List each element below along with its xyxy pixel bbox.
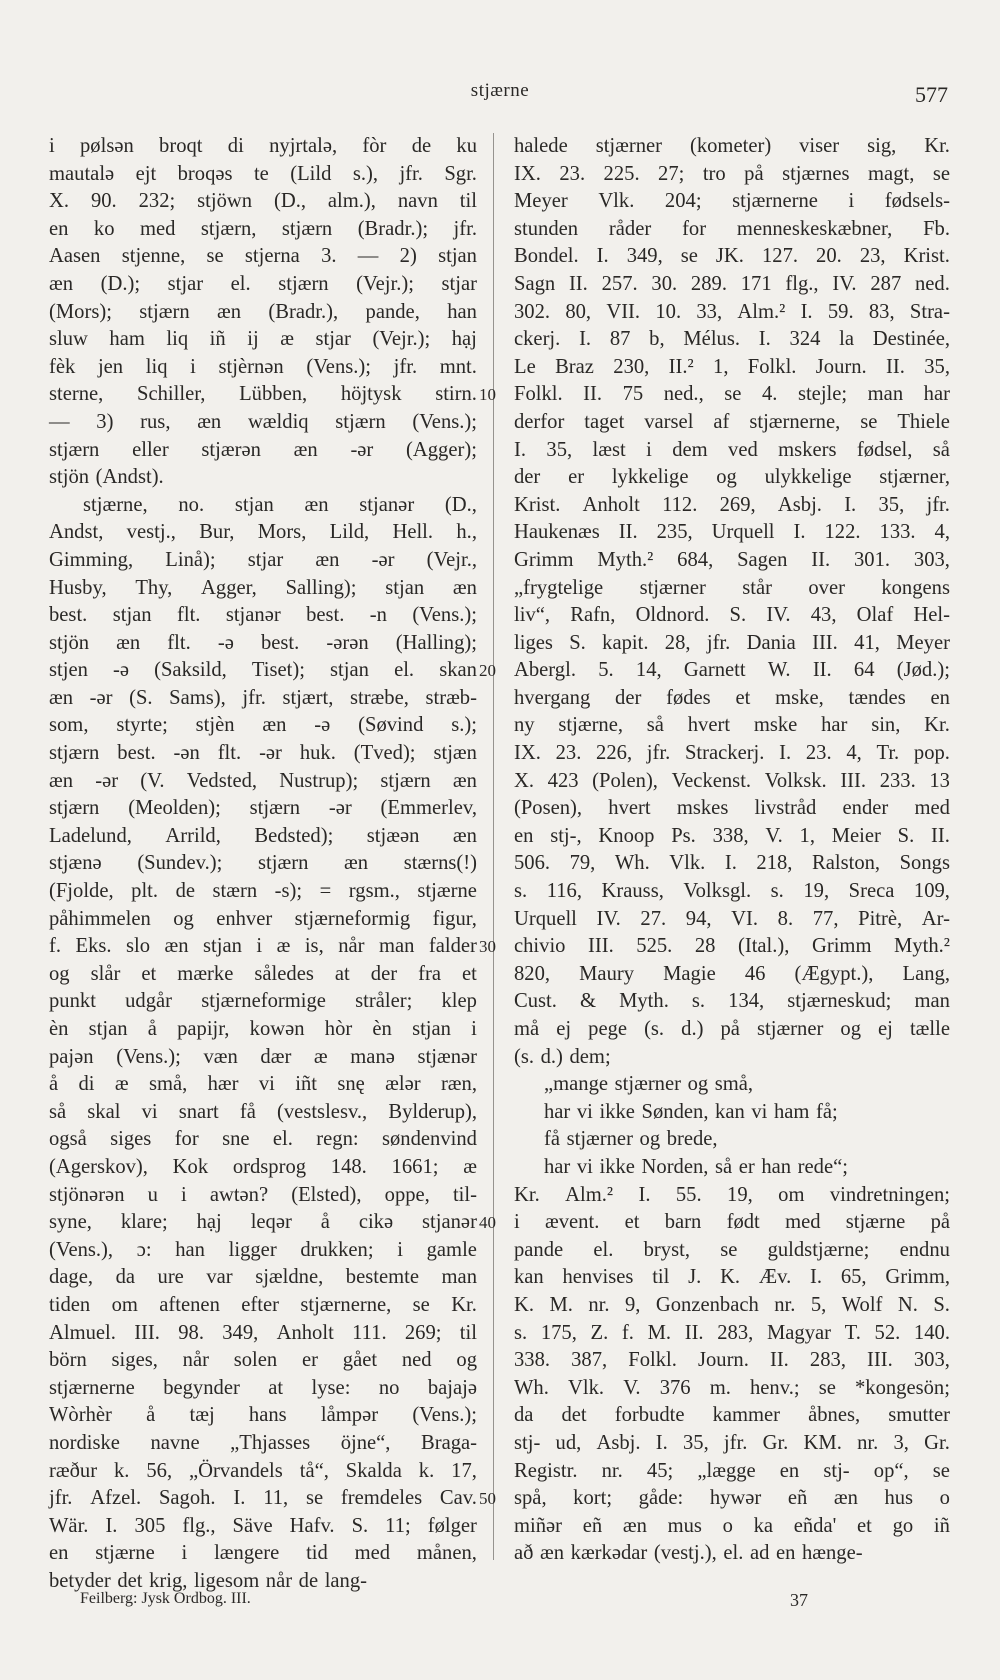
text-line: f. Eks. slo æn stjan i æ is, når man falder <box>49 935 477 958</box>
text-line: Wòrhèr å tæj hans låmpər (Vens.); <box>49 1404 477 1427</box>
text-line: æn -ər (S. Sams), jfr. stjært, stræbe, stræb- <box>49 686 477 709</box>
text-line: Kr. Alm.² I. 55. 19, om vindretningen; <box>514 1183 950 1206</box>
text-line: (Posen), hvert mskes livstråd ender med <box>514 797 950 820</box>
text-line: liv“, Rafn, Oldnord. S. IV. 43, Olaf Hel- <box>514 604 950 627</box>
text-line: mautalə ejt broqəs te (Lild s.), jfr. Sgr. <box>49 162 477 185</box>
text-line: IX. 23. 225. 27; tro på stjærnes magt, se <box>514 162 950 185</box>
text-line: Urquell IV. 27. 94, VI. 8. 77, Pitrè, Ar- <box>514 907 950 930</box>
sheet-number: 37 <box>790 1590 808 1610</box>
text-line: betyder det krig, ligesom når de lang- <box>49 1569 368 1592</box>
text-line: æn (D.); stjar el. stjærn (Vejr.); stjar <box>49 272 477 295</box>
printer-signature: Feilberg: Jysk Ordbog. III. <box>80 1590 251 1607</box>
right-column <box>514 133 950 1568</box>
text-line: X. 423 (Polen), Veckenst. Volksk. III. 233. 13 <box>514 769 950 792</box>
text-line: Krist. Anholt 112. 269, Asbj. I. 35, jfr. <box>514 493 950 516</box>
text-line: stjen -ə (Saksild, Tiset); stjan el. skan <box>49 659 477 682</box>
text-line: „mange stjærner og små, <box>544 1073 754 1096</box>
text-line: Gimming, Linå); stjar æn -ər (Vejr., <box>49 548 477 571</box>
text-line: har vi ikke Norden, så er han rede“; <box>544 1155 848 1178</box>
text-line: stjærn best. -ən flt. -ər huk. (Tved); stjæn <box>49 742 477 765</box>
text-line: IX. 23. 226, jfr. Strackerj. I. 23. 4, Tr. pop. <box>514 742 950 765</box>
text-line: Meyer Vlk. 204; stjærnerne i fødsels- <box>514 190 950 213</box>
text-line: stjön (Andst). <box>49 466 164 489</box>
page-header <box>0 80 1000 110</box>
text-line: (Vens.), ɔ: han ligger drukken; i gamle <box>49 1238 477 1261</box>
text-line: spå, kort; gåde: hywər eñ æn hus o <box>514 1487 950 1510</box>
text-line: „frygtelige stjærner står over kongens <box>514 576 950 599</box>
text-line: en ko med stjærn, stjærn (Bradr.); jfr. <box>49 217 477 240</box>
text-line: Wär. I. 305 flg., Säve Hafv. S. 11; følger <box>49 1514 477 1537</box>
text-line: få stjærner og brede, <box>544 1128 718 1151</box>
text-line: Ladelund, Arrild, Bedsted); stjæən æn <box>49 824 477 847</box>
text-line: har vi ikke Sønden, kan vi ham få; <box>544 1100 838 1123</box>
text-line: Cust. & Myth. s. 134, stjærneskud; man <box>514 990 950 1013</box>
line-number-20: 20 <box>479 661 496 680</box>
running-head: stjærne <box>470 80 530 101</box>
text-line: stjærnerne begynder at lyse: no bajajə <box>49 1376 477 1399</box>
text-line: stjön æn flt. -ə best. -ərən (Halling); <box>49 631 477 654</box>
text-line: 820, Maury Magie 46 (Ægypt.), Lang, <box>514 962 950 985</box>
text-line: stjærne, no. stjan æn stjanər (D., <box>83 493 477 516</box>
text-line: (Mors); stjærn æn (Bradr.), pande, han <box>49 300 477 323</box>
text-line: en stjærne i længere tid med månen, <box>49 1542 477 1565</box>
text-line: Almuel. III. 98. 349, Anholt 111. 269; til <box>49 1321 477 1344</box>
text-line: Le Braz 230, II.² 1, Folkl. Journ. II. 35, <box>514 355 950 378</box>
text-line: miñər eñ æn mus o ka eñda' et go iñ <box>514 1514 950 1537</box>
text-line: å di æ små, hær vi iñt snę ælər ræn, <box>49 1073 477 1096</box>
text-line: også siges for sne el. regn: søndenvind <box>49 1128 477 1151</box>
text-line: — 3) rus, æn wældiq stjærn (Vens.); <box>49 410 477 433</box>
left-column <box>49 133 477 1595</box>
text-line: Aasen stjenne, se stjerna 3. — 2) stjan <box>49 245 477 268</box>
line-number-40: 40 <box>479 1213 496 1232</box>
text-line: stjönərən u i awtən? (Elsted), oppe, til- <box>49 1183 477 1206</box>
text-line: börn siges, når solen er gået ned og <box>49 1349 477 1372</box>
text-line: så skal vi snart få (vestslesv., Bylderup), <box>49 1100 477 1123</box>
text-line: i ævent. et barn født med stjærne på <box>514 1211 950 1234</box>
text-line: (s. d.) dem; <box>514 1045 611 1068</box>
text-line: sluw ham liq iñ ij æ stjar (Vejr.); hạj <box>49 328 477 351</box>
text-line: Abergl. 5. 14, Garnett W. II. 64 (Jød.); <box>514 659 950 682</box>
text-line: s. 116, Krauss, Volksgl. s. 19, Sreca 109, <box>514 880 950 903</box>
text-line: påhimmelen og enhver stjærneformig figur, <box>49 907 477 930</box>
text-line: som, styrte; stjèn æn -ə (Søvind s.); <box>49 714 477 737</box>
text-line: Bondel. I. 349, se JK. 127. 20. 23, Krist. <box>514 245 950 268</box>
text-line: pande el. bryst, se guldstjærne; endnu <box>514 1238 950 1261</box>
text-line: 302. 80, VII. 10. 33, Alm.² I. 59. 83, Stra- <box>514 300 950 323</box>
text-line: èn stjan å papijr, kowən hòr èn stjan i <box>49 1018 477 1040</box>
text-line: pajən (Vens.); væn dær æ manə stjænər <box>49 1045 477 1068</box>
text-line: fèk jen liq i stjèrnən (Vens.); jfr. mnt. <box>49 355 477 378</box>
column-divider <box>493 133 494 1560</box>
text-line: chivio III. 525. 28 (Ital.), Grimm Myth.² <box>514 935 950 958</box>
text-line: Wh. Vlk. V. 376 m. henv.; se *kongesön; <box>514 1376 950 1399</box>
text-line: punkt udgår stjærneformige stråler; klep <box>49 990 477 1013</box>
text-line: tiden om aftenen efter stjærnerne, se Kr. <box>49 1293 477 1316</box>
text-line: stjænə (Sundev.); stjærn æn stærns(!) <box>49 852 477 875</box>
text-line: (Fjolde, plt. de stærn -s); = rgsm., stjærne <box>49 880 477 903</box>
text-line: kan henvises til J. K. Æv. I. 65, Grimm, <box>514 1266 950 1289</box>
text-line: ny stjærne, så hvert mske har sin, Kr. <box>514 714 950 737</box>
text-line: K. M. nr. 9, Gonzenbach nr. 5, Wolf N. S. <box>514 1293 950 1316</box>
text-line: derfor taget varsel af stjærnerne, se Thiele <box>514 410 950 433</box>
text-line: best. stjan flt. stjanər best. -n (Vens.); <box>49 604 477 627</box>
text-line: Registr. nr. 45; „lægge en stj- op“, se <box>514 1459 950 1482</box>
text-line: Haukenæs II. 235, Urquell I. 122. 133. 4, <box>514 521 950 544</box>
text-line: i pølsən broqt di nyjrtalə, fòr de ku <box>49 135 477 157</box>
text-line: jfr. Afzel. Sagoh. I. 11, se fremdeles Cav. <box>49 1487 477 1510</box>
line-number-50: 50 <box>479 1489 496 1508</box>
page-number: 577 <box>915 82 948 107</box>
text-line: (Agerskov), Kok ordsprog 148. 1661; æ <box>49 1155 477 1178</box>
text-line: dage, da ure var sjældne, bestemte man <box>49 1266 477 1289</box>
text-line: I. 35, læst i dem ved mskers fødsel, så <box>514 438 950 461</box>
text-line: halede stjærner (kometer) viser sig, Kr. <box>514 135 950 157</box>
text-line: syne, klare; hạj leqər å cikə stjanər <box>49 1211 477 1234</box>
text-line: må ej pege (s. d.) på stjærner og ej tælle <box>514 1018 950 1040</box>
text-line: liges S. kapit. 28, jfr. Dania III. 41, Meyer <box>514 631 950 654</box>
text-line: nordiske navne „Thjasses öjne“, Braga- <box>49 1431 477 1454</box>
text-line: Folkl. II. 75 ned., se 4. stejle; man har <box>514 383 950 406</box>
text-line: hvergang der fødes et mske, tændes en <box>514 686 950 709</box>
text-line: stjærn (Meolden); stjærn -ər (Emmerlev, <box>49 797 477 820</box>
text-line: og slår et mærke således at der fra et <box>49 962 477 985</box>
text-line: ckerj. I. 87 b, Mélus. I. 324 la Destinée, <box>514 328 950 351</box>
text-line: að æn kærkədar (vestj.), el. ad en hænge- <box>514 1542 863 1565</box>
text-line: X. 90. 232; stjöwn (D., alm.), navn til <box>49 190 477 213</box>
text-line: Husby, Thy, Agger, Salling); stjan æn <box>49 576 477 599</box>
line-number-30: 30 <box>479 937 496 956</box>
text-line: stjærn eller stjærən æn -ər (Agger); <box>49 438 477 461</box>
text-line: 338. 387, Folkl. Journ. II. 283, III. 303, <box>514 1349 950 1372</box>
text-line: Grimm Myth.² 684, Sagen II. 301. 303, <box>514 548 950 571</box>
text-line: ræður k. 56, „Örvandels tå“, Skalda k. 17, <box>49 1459 477 1482</box>
text-line: stj- ud, Asbj. I. 35, jfr. Gr. KM. nr. 3, Gr. <box>514 1431 950 1454</box>
text-line: æn -ər (V. Vedsted, Nustrup); stjærn æn <box>49 769 477 792</box>
text-line: en stj-, Knoop Ps. 338, V. 1, Meier S. II. <box>514 824 950 847</box>
text-line: sterne, Schiller, Lübben, höjtysk stirn. <box>49 383 477 406</box>
text-line: da det forbudte kammer åbnes, smutter <box>514 1404 950 1427</box>
text-line: Sagn II. 257. 30. 289. 171 flg., IV. 287 ned. <box>514 272 950 295</box>
text-line: stunden råder for menneskeskæbner, Fb. <box>514 217 950 240</box>
line-number-10: 10 <box>479 385 496 404</box>
text-line: Andst, vestj., Bur, Mors, Lild, Hell. h., <box>49 521 477 544</box>
text-line: s. 175, Z. f. M. II. 283, Magyar T. 52. 140. <box>514 1321 950 1344</box>
text-line: 506. 79, Wh. Vlk. I. 218, Ralston, Songs <box>514 852 950 875</box>
text-line: der er lykkelige og ulykkelige stjærner, <box>514 466 950 489</box>
